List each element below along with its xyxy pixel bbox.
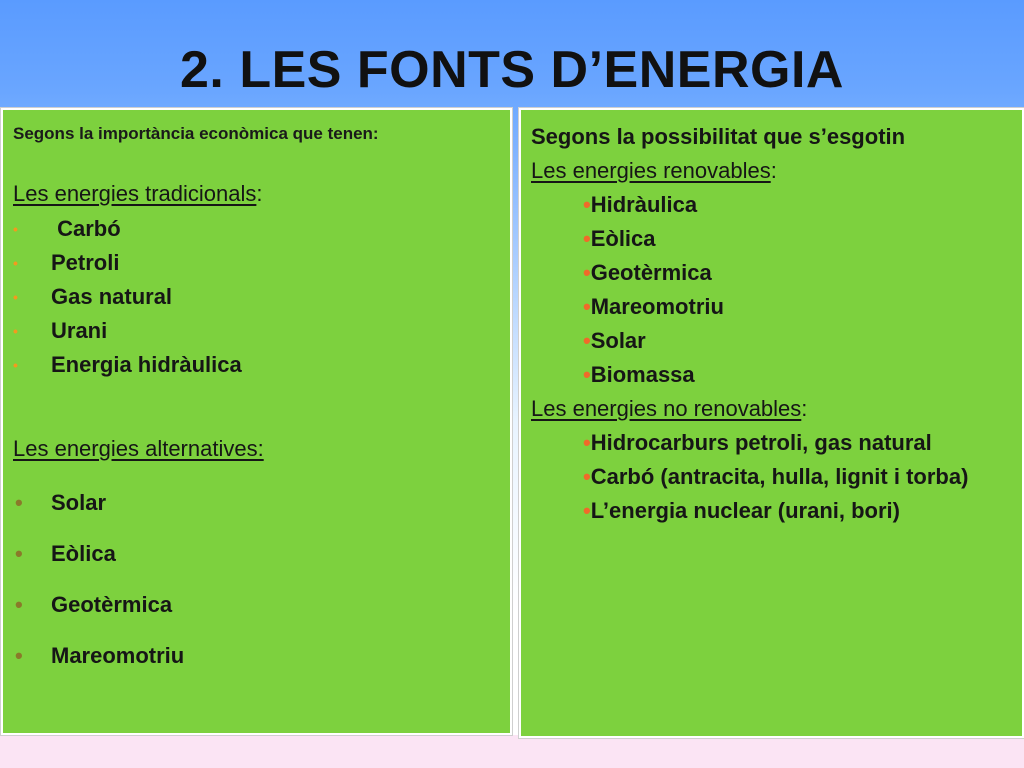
- renewable-heading: [531, 154, 777, 188]
- list-item: •Eòlica: [583, 226, 656, 251]
- list-item: •Hidrocarburs petroli, gas natural: [583, 430, 932, 455]
- list-item: •Biomassa: [583, 362, 695, 387]
- bottom-strip: [0, 735, 1024, 768]
- list-item: •L’energia nuclear (urani, bori): [583, 498, 900, 523]
- list-item: • Urani: [51, 314, 242, 348]
- list-item: • Gas natural: [51, 280, 242, 314]
- list-item: •Geotèrmica: [583, 260, 712, 285]
- traditional-heading-colon: :: [256, 181, 263, 206]
- nonrenewable-heading-text: Les energies no renovables: [531, 396, 802, 421]
- alternative-heading-text: Les energies alternatives:: [13, 436, 264, 461]
- right-intro: Segons la possibilitat que s’esgotin: [531, 124, 906, 149]
- list-item: •Mareomotriu: [583, 294, 724, 319]
- renewable-heading-text: Les energies renovables: [531, 158, 771, 183]
- list-item: • Geotèrmica: [51, 579, 184, 630]
- nonrenewable-list: [583, 426, 983, 528]
- alternative-heading: [13, 436, 264, 462]
- list-item: •Carbó (antracita, hulla, lignit i torba): [583, 464, 969, 489]
- traditional-heading-text: Les energies tradicionals: [13, 181, 257, 206]
- nonrenewable-heading-colon: :: [801, 396, 808, 421]
- alternative-list: [51, 477, 184, 681]
- left-panel: [1, 108, 512, 735]
- page-title: 2. LES FONTS D’ENERGIA: [180, 41, 844, 99]
- nonrenewable-heading: [531, 392, 807, 426]
- list-item: • Solar: [51, 477, 184, 528]
- traditional-heading: [13, 181, 263, 207]
- right-panel: [519, 108, 1024, 738]
- renewable-heading-colon: :: [770, 158, 777, 183]
- renewable-list: [583, 188, 724, 392]
- list-item: • Petroli: [51, 246, 242, 280]
- list-item: • Carbó: [51, 212, 242, 246]
- list-item: •Hidràulica: [583, 192, 698, 217]
- list-item: • Mareomotriu: [51, 630, 184, 681]
- list-item: • Energia hidràulica: [51, 348, 242, 382]
- list-item: • Eòlica: [51, 528, 184, 579]
- list-item: •Solar: [583, 328, 646, 353]
- traditional-list: [51, 212, 242, 382]
- left-intro: Segons la importància econòmica que tenen:: [13, 124, 379, 143]
